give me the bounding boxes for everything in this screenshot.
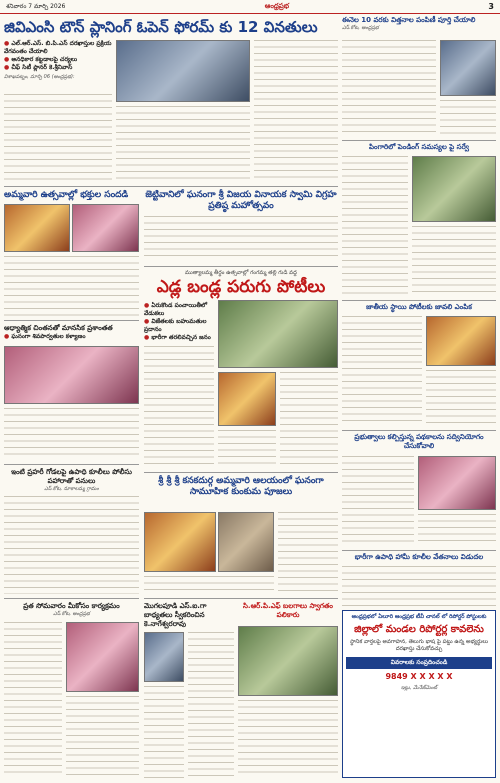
article-text [238,700,338,778]
kalyanam-photo [4,346,139,404]
article-text [144,686,184,778]
story-seeds [342,16,496,32]
bull-race-photo [218,372,276,426]
story-headline: ఆధ్యాత్మిక చింతనతో మానసిక ప్రశాంతత [4,324,113,332]
divider [342,140,496,141]
article-text [412,226,496,296]
survey-photo [412,156,496,222]
masthead [0,0,500,14]
meeting-photo [116,40,250,102]
page-date: శనివారం 7 మార్చి 2026 [6,2,66,10]
story-headline: పింగారిలో పెండింగ్ సమస్యల పై సర్వే [369,143,469,151]
bullet: ● విజేతలకు బహుమతుల ప్రదానం [144,318,214,334]
story-ammavari [4,190,139,201]
article-text [4,256,139,316]
article-text [4,408,139,460]
article-text [4,622,62,778]
divider [342,550,496,551]
article-text [144,576,274,594]
bull-race-photo [218,300,338,368]
story-headline: అమ్మవారి ఉత్సవాల్లో భక్తుల సందడి [4,190,129,200]
divider [144,266,338,267]
recruitment-ad [342,610,496,778]
story-headline: మొగలపూడి ఎస్.ఐ.గా బాధ్యతలు స్వీకరించిన కె.నాగేశ్వరరావు [144,602,207,628]
story-wages [342,553,496,562]
article-text [4,496,139,594]
divider [4,598,139,599]
story-headline: భారీగా ఉపాధి హామీ కూలీల వేతనాలు విడుదల [354,553,484,561]
article-text [144,346,214,466]
story-headline: ఎడ్ల బండ్ల పరుగు పోటీలు [156,277,326,297]
officer-photo [66,622,139,692]
crpf-photo [238,626,338,696]
si-photo [144,632,184,682]
paper-name: ఆంధ్రప్రభ [264,1,290,10]
story-kanakadurga [144,476,338,498]
story-si [144,602,234,629]
article-text [342,316,422,426]
byline: విశాఖపట్నం, మార్చి 06 (ఆంధ్రప్రభ): [4,74,75,80]
story-headline: ఇంటి ప్రహరీ గోడలపై ఉపాధి కూలీలు పోలీసు పహారాతో పనులు [11,468,132,485]
article-text [342,456,414,546]
bullet: ● ఏరుకొండ పంచాయితీలో వేడుకలు [144,302,214,318]
article-text [254,40,338,182]
story-meekosam [4,602,139,618]
article-text [280,372,338,468]
divider [144,472,338,473]
story-headline: జెట్టివానిలో ఘనంగా శ్రీ విజయ వినాయక స్వామి విగ్రహ ప్రతిష్ఠ మహోత్సవం [145,190,337,211]
story-headline: జాతీయ స్థాయి పోటీలకు జావలి ఎంపిక [366,303,472,311]
bullet: ● చీఫ్ సిటీ ప్లానర్ కె.శ్రీనివాస్ [4,64,112,72]
festival-photo [72,204,139,252]
story-headline: ప్రత సోమవారం మీకోసం కార్యక్రమం [23,602,120,610]
article-text [440,100,496,136]
pooja-photo [218,512,274,572]
story-vinayaka [144,190,338,212]
divider [4,186,338,187]
top-story-bullets [4,40,112,81]
official-photo [440,40,496,96]
ad-phone: 9849 X X X X X [385,672,453,681]
article-text [144,216,338,260]
story-crpf [238,602,338,620]
divider [144,598,338,599]
story-schemes [342,433,496,451]
ad-top: ఆంధ్రప్రభలో ఏలూరి ఆంధ్రప్రభ టీవీ చానల్ లో రిపోర్టర్ పోస్టులకు [351,614,487,620]
article-text [342,566,496,606]
page-number: 3 [488,2,494,11]
story-headline: సి.ఆర్.పి.ఎఫ్ బలగాలు స్వాగతం పలికారు [243,602,333,619]
bull-race-bullets [144,302,214,342]
divider [342,430,496,431]
article-text [278,512,338,592]
top-story-headline: జివిఎంసి టౌన్ ప్లానింగ్ ఓపెన్ ఫోరమ్ కు 12 వినతులు [4,18,318,36]
top-story [4,18,338,36]
article-text [342,40,436,136]
byline: ఎస్.కోట, నూకాలమ్మ గ్రామం [44,486,99,492]
story-headline: శ్రీ శ్రీ శ్రీ కనకదుర్గ అమ్మవారి ఆలయంలో ఘనంగా సామూహిక కుంకుమ పూజలు [158,476,324,497]
pooja-photo [144,512,216,572]
award-photo [426,316,496,366]
story-kicker: ముత్యాలమ్మ తీర్థం ఉత్సవాల్లో గంగమ్మ తల్లి గుడి వద్ద [185,270,297,276]
story-survey [342,143,496,152]
article-text [342,156,408,296]
byline: ఎస్.కోట, ఆంధ్రప్రభ [342,25,379,31]
article-text [418,514,496,546]
story-upadhi [4,468,139,493]
story-national [342,303,496,312]
article-text [188,632,234,778]
meeting-photo [418,456,496,510]
article-text [116,106,250,182]
bullet: ● అనధికార కట్టడాలపై చర్యలు [4,56,112,64]
divider [4,464,139,465]
article-text [426,370,496,426]
ad-headline: జిల్లాలో మండల రిపోర్టర్ల కావలెను [354,624,484,635]
ad-contact: వివరాలకు సంప్రదించండి [346,657,492,669]
story-spiritual [4,324,139,341]
divider [4,320,139,321]
story-headline: ఈనెల 10 వరకు విత్తనాల పంపిణీ పూర్తి చేయాలి [342,16,476,24]
byline: ఎస్.కోట, ఆంధ్రప్రభ [53,611,90,617]
bullet: ● ఎల్.ఆర్.ఎస్. బి.పి.ఎస్ దరఖాస్తుల ప్రక్రియ వేగవంతం చేయాలి [4,40,112,56]
article-text [4,94,112,184]
divider [342,300,496,301]
article-text [66,696,139,778]
bullet: ● ఘనంగా శివపార్వతుల కళ్యాణం [4,333,139,341]
ad-foot: ఇట్లు, మేనేజ్‌మెంట్ [400,685,438,691]
story-headline: ప్రభుత్వాలు కల్పిస్తున్న పథకాలను సద్వినియోగం చేసుకోవాలి [354,433,484,450]
bullet: ● భారీగా తరలివచ్చిన జనం [144,334,214,342]
story-bull-race [144,270,338,297]
ad-body: స్థానిక వార్తలపై అవగాహన, తెలుగు భాష పై పట్టు ఉన్న అభ్యర్థులు దరఖాస్తు చేసుకోవచ్చు [349,639,489,652]
article-text [218,430,276,468]
festival-photo [4,204,70,252]
